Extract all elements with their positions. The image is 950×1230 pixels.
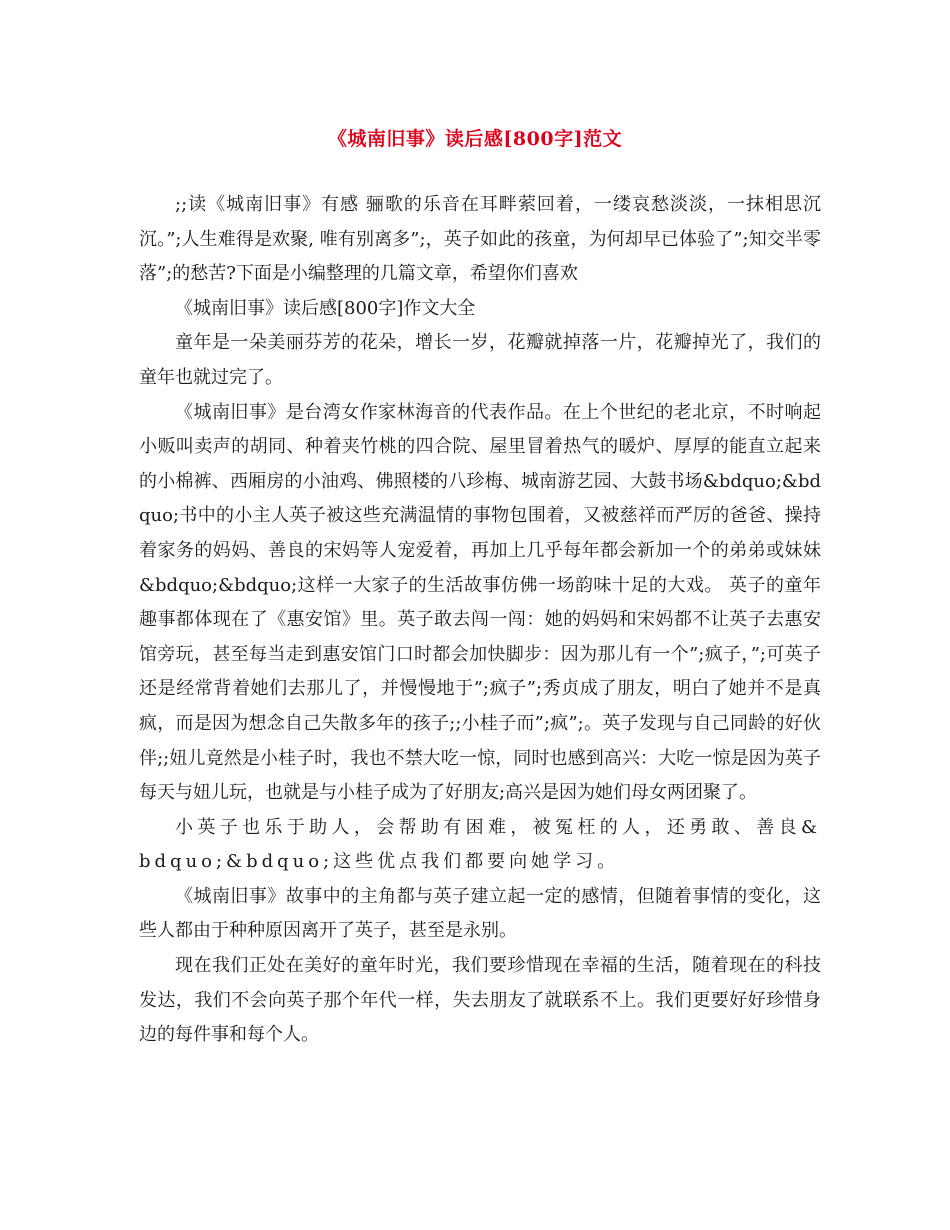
body-paragraph: 童年是一朵美丽芬芳的花朵，增长一岁，花瓣就掉落一片，花瓣掉光了，我们的童年也就过完了。 (139, 332, 821, 388)
intro-paragraph: ;;读《城南旧事》有感 骊歌的乐音在耳畔萦回着，一缕哀愁淡淡，一抹相思沉沉。”;人生难得是欢聚, 唯有别离多”;，英子如此的孩童，为何却早已体验了”;知交半零落”;的愁苦?下面是小编整理的几篇文章，希望你们喜欢 (139, 194, 821, 285)
body-paragraph: 《城南旧事》是台湾女作家林海音的代表作品。在上个世纪的老北京，不时响起小贩叫卖声的胡同、种着夹竹桃的四合院、屋里冒着热气的暖炉、厚厚的能直立起来的小棉裤、西厢房的小油鸡、佛照楼的八珍梅、城南游艺园、大鼓书场&bdquo;&bdquo;书中的小主人英子被这些充满温情的事物包围着，又被慈祥而严厉的爸爸、操持着家务的妈妈、善良的宋妈等人宠爱着，再加上几乎每年都会新加一个的弟弟或妹妹&bdquo;&bdquo;这样一大家子的生活故事仿佛一场韵味十足的大戏。 英子的童年趣事都体现在了《惠安馆》里。英子敢去闯一闯：她的妈妈和宋妈都不让英子去惠安馆旁玩，甚至每当走到惠安馆门口时都会加快脚步：因为那儿有一个”;疯子，”;可英子还是经常背着她们去那儿了，并慢慢地于”;疯子”;秀贞成了朋友，明白了她并不是真疯，而是因为想念自己失散多年的孩子;;小桂子而”;疯”;。英子发现与自己同龄的好伙伴;;妞儿竟然是小桂子时，我也不禁大吃一惊，同时也感到高兴：大吃一惊是因为英子每天与妞儿玩，也就是与小桂子成为了好朋友;高兴是因为她们母女两团聚了。 (139, 401, 821, 804)
subtitle-paragraph: 《城南旧事》读后感[800字]作文大全 (175, 297, 476, 319)
body-paragraph: 小英子也乐于助人，会帮助有困难，被冤枉的人，还勇敢、善良&bdquo;&bdquo;这些优点我们都要向她学习。 (139, 816, 821, 873)
body-paragraph: 《城南旧事》故事中的主角都与英子建立起一定的感情，但随着事情的变化，这些人都由于种种原因离开了英子，甚至是永别。 (139, 885, 821, 942)
document-body (139, 188, 821, 1053)
body-paragraph: 现在我们正处在美好的童年时光，我们要珍惜现在幸福的生活，随着现在的科技发达，我们不会向英子那个年代一样，失去朋友了就联系不上。我们更要好好珍惜身边的每件事和每个人。 (139, 955, 821, 1046)
document-title: 《城南旧事》读后感[800字]范文 (327, 128, 623, 150)
